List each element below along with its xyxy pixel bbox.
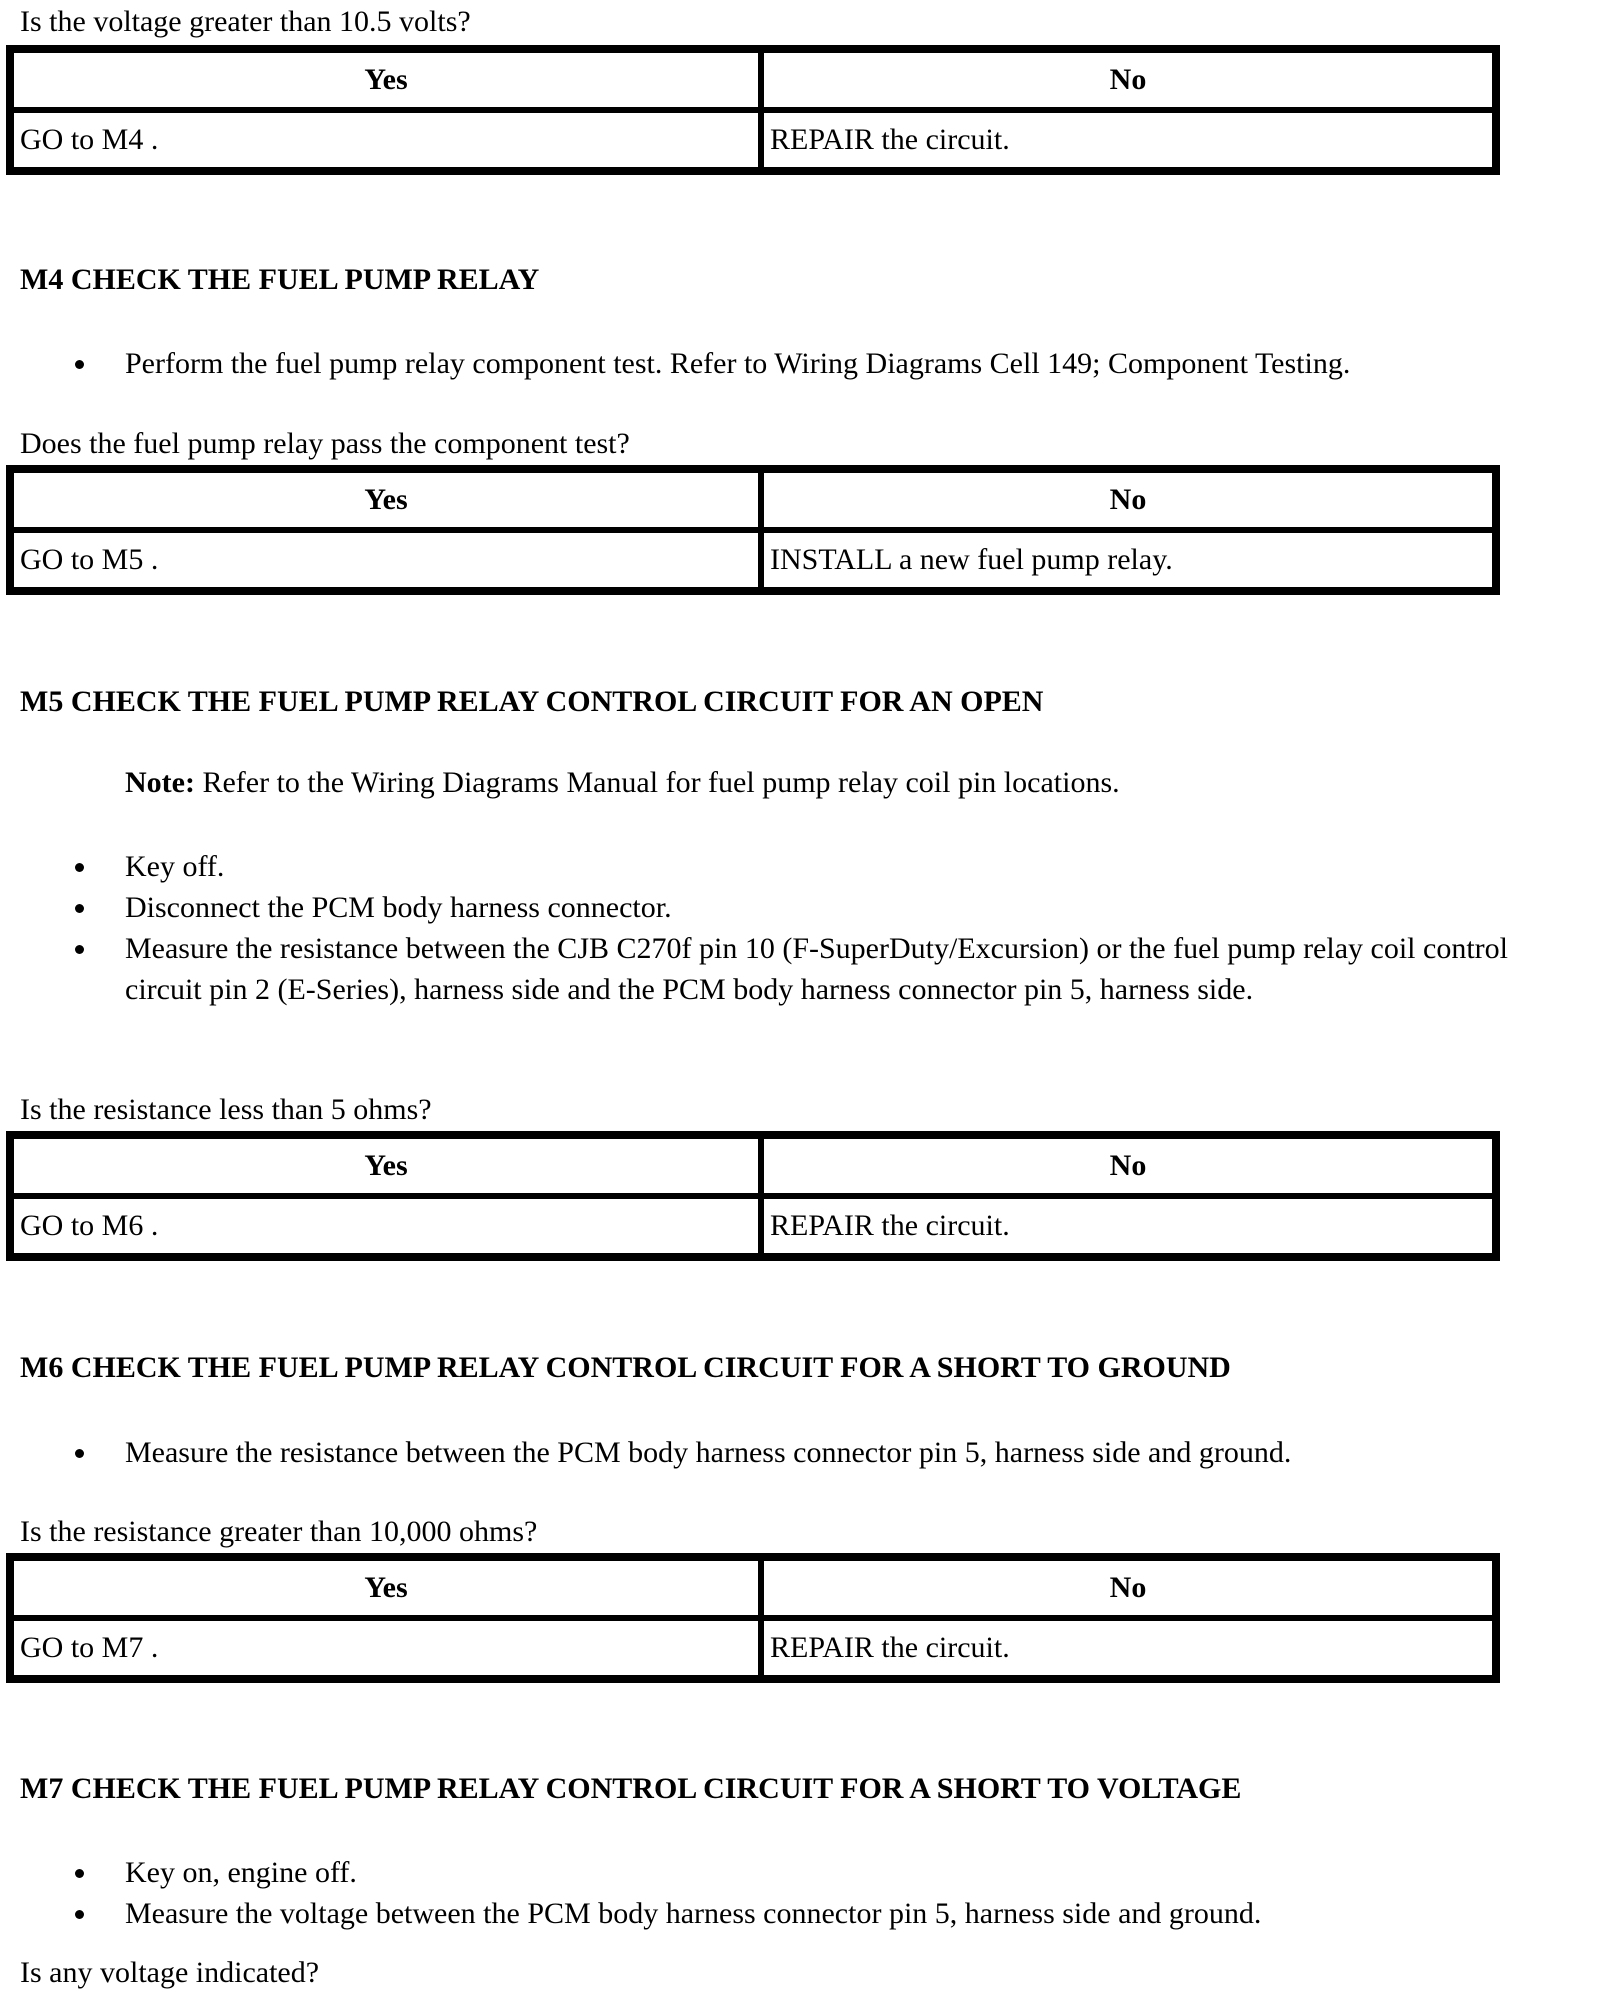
- question-text: Is the voltage greater than 10.5 volts?: [20, 5, 471, 38]
- step-list: [0, 1432, 1590, 1473]
- question-text: Is any voltage indicated?: [20, 1956, 320, 1989]
- no-header: No: [764, 1139, 1492, 1199]
- no-action: INSTALL a new fuel pump relay.: [764, 533, 1492, 587]
- note-text: Refer to the Wiring Diagrams Manual for fuel pump relay coil pin locations.: [194, 766, 1120, 799]
- list-item: Measure the resistance between the CJB C270f pin 10 (F-SuperDuty/Excursion) or the fuel pump relay coil control circuit pin 2 (E-Series), harness side and the PCM body harness connector pin 5, harness side.: [0, 928, 1590, 1010]
- no-action: REPAIR the circuit.: [764, 1621, 1492, 1675]
- yes-no-table: [6, 1131, 1500, 1261]
- yes-header: Yes: [14, 1139, 764, 1199]
- no-header: No: [764, 473, 1492, 533]
- yes-header: Yes: [14, 1561, 764, 1621]
- question-text: Is the resistance greater than 10,000 ohms?: [20, 1515, 538, 1548]
- note: [125, 765, 1120, 801]
- yes-action: GO to M7 .: [14, 1621, 764, 1675]
- yes-action: GO to M4 .: [14, 113, 764, 167]
- no-header: No: [764, 53, 1492, 113]
- yes-action: GO to M5 .: [14, 533, 764, 587]
- section-heading-m7: M7 CHECK THE FUEL PUMP RELAY CONTROL CIRCUIT FOR A SHORT TO VOLTAGE: [20, 1772, 1242, 1805]
- section-heading-m4: M4 CHECK THE FUEL PUMP RELAY: [20, 263, 540, 296]
- no-header: No: [764, 1561, 1492, 1621]
- list-item: Key on, engine off.: [0, 1852, 1590, 1893]
- list-item: Disconnect the PCM body harness connector.: [0, 887, 1590, 928]
- yes-header: Yes: [14, 53, 764, 113]
- list-item: Measure the voltage between the PCM body harness connector pin 5, harness side and ground.: [0, 1893, 1590, 1934]
- step-list: [0, 1852, 1590, 1934]
- step-list: [0, 846, 1590, 1010]
- section-heading-m6: M6 CHECK THE FUEL PUMP RELAY CONTROL CIRCUIT FOR A SHORT TO GROUND: [20, 1351, 1231, 1384]
- list-item: Perform the fuel pump relay component test. Refer to Wiring Diagrams Cell 149; Component Testing.: [0, 343, 1590, 384]
- section-heading-m5: M5 CHECK THE FUEL PUMP RELAY CONTROL CIRCUIT FOR AN OPEN: [20, 685, 1044, 718]
- no-action: REPAIR the circuit.: [764, 1199, 1492, 1253]
- step-list: [0, 343, 1590, 384]
- yes-no-table: [6, 1553, 1500, 1683]
- list-item: Key off.: [0, 846, 1590, 887]
- question-text: Is the resistance less than 5 ohms?: [20, 1093, 432, 1126]
- yes-no-table: [6, 45, 1500, 175]
- yes-header: Yes: [14, 473, 764, 533]
- question-text: Does the fuel pump relay pass the component test?: [20, 427, 630, 460]
- no-action: REPAIR the circuit.: [764, 113, 1492, 167]
- note-label: Note:: [125, 766, 195, 799]
- yes-no-table: [6, 465, 1500, 595]
- list-item: Measure the resistance between the PCM body harness connector pin 5, harness side and ground.: [0, 1432, 1590, 1473]
- yes-action: GO to M6 .: [14, 1199, 764, 1253]
